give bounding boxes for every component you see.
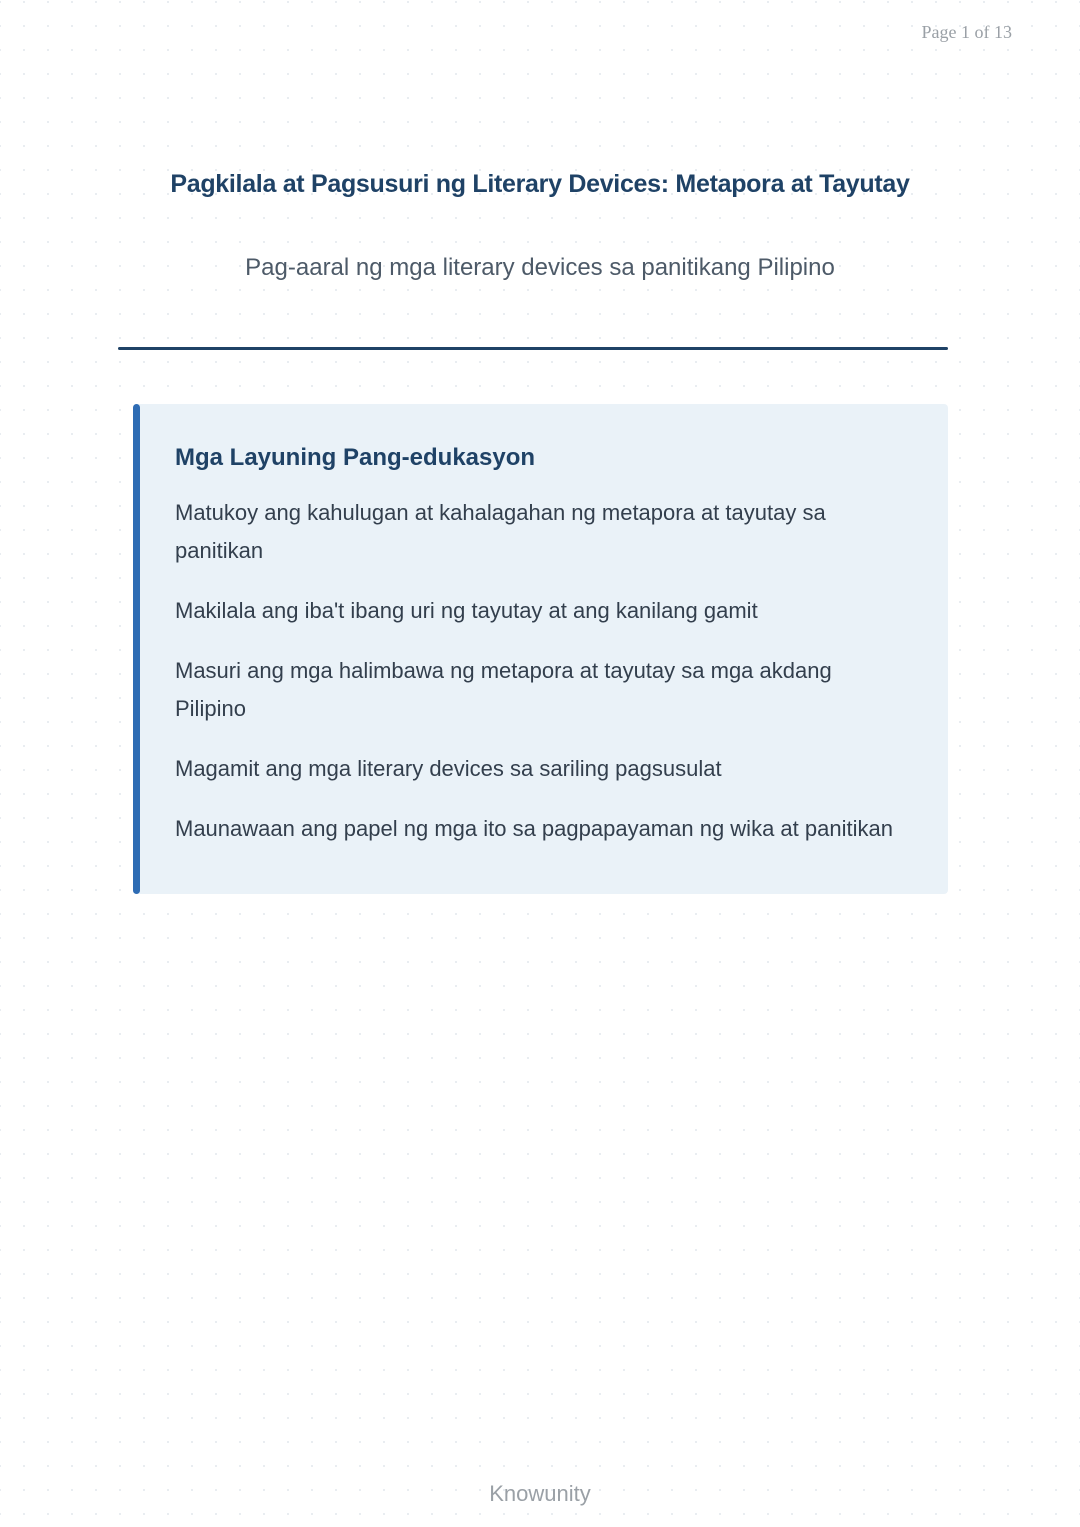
- divider-rule: [118, 347, 948, 350]
- document-subtitle: Pag-aaral ng mga literary devices sa panitikang Pilipino: [245, 254, 835, 281]
- objective-item: Maunawaan ang papel ng mga ito sa pagpapayaman ng wika at panitikan: [175, 816, 893, 841]
- objectives-card: [133, 404, 948, 894]
- objective-item: Makilala ang iba't ibang uri ng tayutay at ang kanilang gamit: [175, 598, 758, 623]
- page-number: Page 1 of 13: [921, 22, 1012, 42]
- card-accent-bar: [133, 404, 140, 894]
- objective-item: Masuri ang mga halimbawa ng metapora at tayutay sa mga akdang Pilipino: [175, 658, 832, 721]
- objective-item: Magamit ang mga literary devices sa sariling pagsusulat: [175, 756, 722, 781]
- objective-item: Matukoy ang kahulugan at kahalagahan ng metapora at tayutay sa panitikan: [175, 500, 826, 563]
- footer-brand: Knowunity: [489, 1481, 591, 1506]
- document-title: Pagkilala at Pagsusuri ng Literary Devices: Metapora at Tayutay: [170, 170, 910, 198]
- objectives-heading: Mga Layuning Pang-edukasyon: [175, 444, 536, 471]
